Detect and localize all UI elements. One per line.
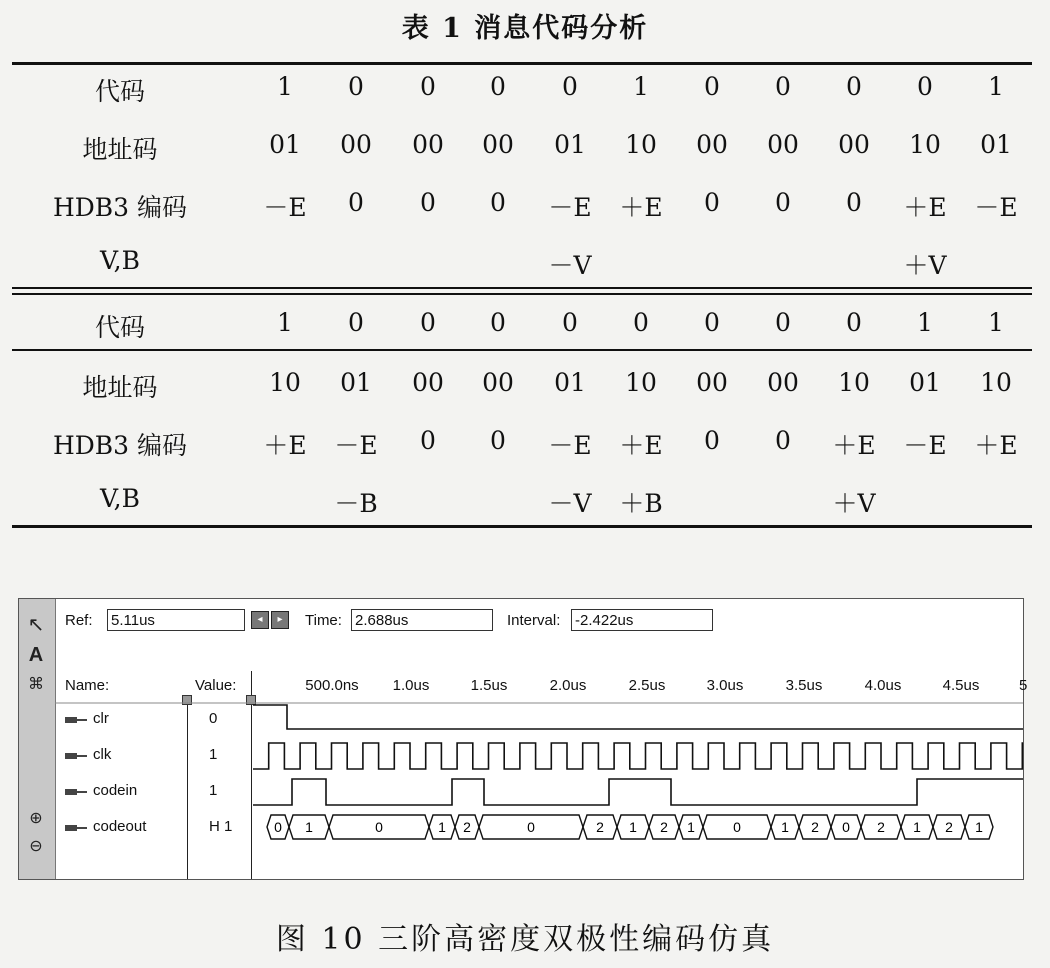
table-cell: 01 <box>980 130 1012 159</box>
row-label: V,B <box>99 484 140 513</box>
codeout-value-label: 1 <box>438 819 446 835</box>
table-cell: －E <box>548 193 592 222</box>
time-tick-label: 2.0us <box>549 677 587 694</box>
name-column-header: Name: <box>65 677 110 694</box>
row-label: HDB3 编码 <box>52 431 188 460</box>
section-divider-2 <box>12 293 1032 295</box>
table-cell: 0 <box>490 188 506 217</box>
table-cell: 0 <box>490 308 506 337</box>
table-cell: 00 <box>482 368 514 397</box>
signal-value: H 1 <box>209 818 233 835</box>
table-cell: 10 <box>980 368 1012 397</box>
table-cell: ＋E <box>619 193 663 222</box>
section-divider-1 <box>12 287 1032 289</box>
table-cell: 0 <box>704 188 720 217</box>
table-cell: 0 <box>775 426 791 455</box>
pointer-icon[interactable]: ↖ <box>27 614 45 636</box>
row-label: 地址码 <box>82 373 158 402</box>
table-cell: ＋E <box>903 193 947 222</box>
table-cell: 1 <box>633 72 649 101</box>
prev-transition-button[interactable]: ◂ <box>251 611 269 629</box>
table-top-rule <box>12 62 1032 65</box>
ref-field[interactable]: 5.11us <box>107 609 245 631</box>
interval-label: Interval: <box>507 612 561 629</box>
row-label: V,B <box>99 246 140 275</box>
table-title: 表 1 消息代码分析 <box>401 13 649 44</box>
table-cell: 0 <box>704 308 720 337</box>
table-cell: 0 <box>562 72 578 101</box>
codeout-value-label: 0 <box>842 819 850 835</box>
table-cell: 01 <box>554 130 586 159</box>
figure-caption: 图 10 三阶高密度双极性编码仿真 <box>275 922 775 957</box>
codeout-value-label: 1 <box>781 819 789 835</box>
table-cell: 00 <box>838 130 870 159</box>
table-cell: 0 <box>846 72 862 101</box>
table-cell: 10 <box>625 368 657 397</box>
table-cell: 0 <box>490 72 506 101</box>
table-cell: ＋E <box>619 431 663 460</box>
table-cell: 01 <box>269 130 301 159</box>
table-cell: 0 <box>704 426 720 455</box>
next-transition-button[interactable]: ▸ <box>271 611 289 629</box>
table-cell: ＋V <box>903 251 947 280</box>
table-cell: －B <box>334 489 378 518</box>
signal-name[interactable]: clk <box>93 746 112 763</box>
time-tick-label: 500.0ns <box>305 677 359 694</box>
time-tick-label: 4.5us <box>942 677 980 694</box>
table-cell: ＋B <box>619 489 663 518</box>
time-tick-label: 2.5us <box>628 677 666 694</box>
codeout-value-label: 1 <box>975 819 983 835</box>
table-bottom-rule <box>12 525 1032 528</box>
table-cell: 01 <box>340 368 372 397</box>
time-tick-label: 1.0us <box>392 677 430 694</box>
signal-name[interactable]: clr <box>93 710 109 727</box>
table-cell: 0 <box>633 308 649 337</box>
table-cell: 00 <box>767 130 799 159</box>
time-tick-label: 1.5us <box>470 677 508 694</box>
row-label: HDB3 编码 <box>52 193 188 222</box>
table-cell: 0 <box>490 426 506 455</box>
table-cell: 0 <box>420 72 436 101</box>
time-label: Time: <box>305 612 342 629</box>
row-label: 地址码 <box>82 135 158 164</box>
table-cell: 0 <box>348 72 364 101</box>
table-cell: 0 <box>846 188 862 217</box>
codeout-value-label: 2 <box>877 819 885 835</box>
table-cell: 01 <box>909 368 941 397</box>
codeout-value-label: 0 <box>733 819 741 835</box>
time-tick-label: 3.5us <box>785 677 823 694</box>
time-tick-label: 5 <box>1019 677 1028 694</box>
table-cell: 00 <box>696 130 728 159</box>
table-cell: 0 <box>420 426 436 455</box>
waveform-edit-icon[interactable]: ⌘ <box>28 676 44 693</box>
table-cell: 00 <box>340 130 372 159</box>
table-cell: 10 <box>625 130 657 159</box>
waveform-simulator <box>18 598 1028 880</box>
signal-name[interactable]: codeout <box>93 818 147 835</box>
table-cell: 0 <box>704 72 720 101</box>
codeout-value-label: 1 <box>687 819 695 835</box>
table-cell: 0 <box>846 308 862 337</box>
table-cell: 1 <box>988 72 1004 101</box>
signal-value: 1 <box>209 746 218 763</box>
codeout-value-label: 0 <box>375 819 383 835</box>
table-cell: 00 <box>767 368 799 397</box>
codeout-value-label: 2 <box>945 819 953 835</box>
codeout-value-label: 0 <box>274 819 282 835</box>
ref-label: Ref: <box>65 612 93 629</box>
codeout-value-label: 2 <box>463 819 471 835</box>
table-cell: －E <box>334 431 378 460</box>
codeout-value-label: 2 <box>596 819 604 835</box>
table-cell: 00 <box>696 368 728 397</box>
table-cell: 1 <box>917 308 933 337</box>
table-cell: 0 <box>775 72 791 101</box>
table-cell: ＋E <box>832 431 876 460</box>
codeout-value-label: 2 <box>811 819 819 835</box>
table-cell: 00 <box>412 368 444 397</box>
table-cell: 10 <box>838 368 870 397</box>
table-cell: 0 <box>348 188 364 217</box>
table-cell: 0 <box>562 308 578 337</box>
table-cell: 1 <box>988 308 1004 337</box>
table-cell: ＋E <box>974 431 1018 460</box>
codeout-value-label: 1 <box>913 819 921 835</box>
codeout-value-label: 1 <box>305 819 313 835</box>
time-tick-label: 3.0us <box>706 677 744 694</box>
table-cell: 00 <box>482 130 514 159</box>
table-cell: 0 <box>420 188 436 217</box>
table-cell: －V <box>548 489 592 518</box>
clr-waveform <box>253 705 1023 729</box>
codeout-value-label: 2 <box>660 819 668 835</box>
zoom-in-icon[interactable]: ⊕ <box>29 810 43 827</box>
text-icon[interactable]: A <box>28 644 44 666</box>
table-cell: －E <box>548 431 592 460</box>
table-cell: ＋V <box>832 489 876 518</box>
table-cell: 0 <box>348 308 364 337</box>
interval-field[interactable]: -2.422us <box>571 609 713 631</box>
value-column-header: Value: <box>195 677 237 694</box>
table-cell: 00 <box>412 130 444 159</box>
table-cell: 10 <box>909 130 941 159</box>
signal-value: 1 <box>209 782 218 799</box>
table-cell: 1 <box>277 72 293 101</box>
table-cell: 0 <box>775 308 791 337</box>
waveform-plot <box>19 599 1023 879</box>
table-cell: 1 <box>277 308 293 337</box>
codeout-value-label: 1 <box>629 819 637 835</box>
table-cell: －V <box>548 251 592 280</box>
table-cell: －E <box>903 431 947 460</box>
table-cell: 0 <box>917 72 933 101</box>
table-cell: 0 <box>420 308 436 337</box>
codeout-value-label: 0 <box>527 819 535 835</box>
table-cell: ＋E <box>263 431 307 460</box>
table-cell: 10 <box>269 368 301 397</box>
signal-value: 0 <box>209 710 218 727</box>
table-cell: 01 <box>554 368 586 397</box>
clk-waveform <box>253 743 1023 769</box>
codein-waveform <box>253 779 1023 805</box>
table-cell: 0 <box>775 188 791 217</box>
table-cell: －E <box>263 193 307 222</box>
time-tick-label: 4.0us <box>864 677 902 694</box>
row-label: 代码 <box>94 77 145 106</box>
signal-name[interactable]: codein <box>93 782 138 799</box>
time-field[interactable]: 2.688us <box>351 609 493 631</box>
zoom-out-icon[interactable]: ⊖ <box>29 838 43 855</box>
table-cell: －E <box>974 193 1018 222</box>
row-label: 代码 <box>94 313 145 342</box>
table-inner-rule <box>12 349 1032 351</box>
